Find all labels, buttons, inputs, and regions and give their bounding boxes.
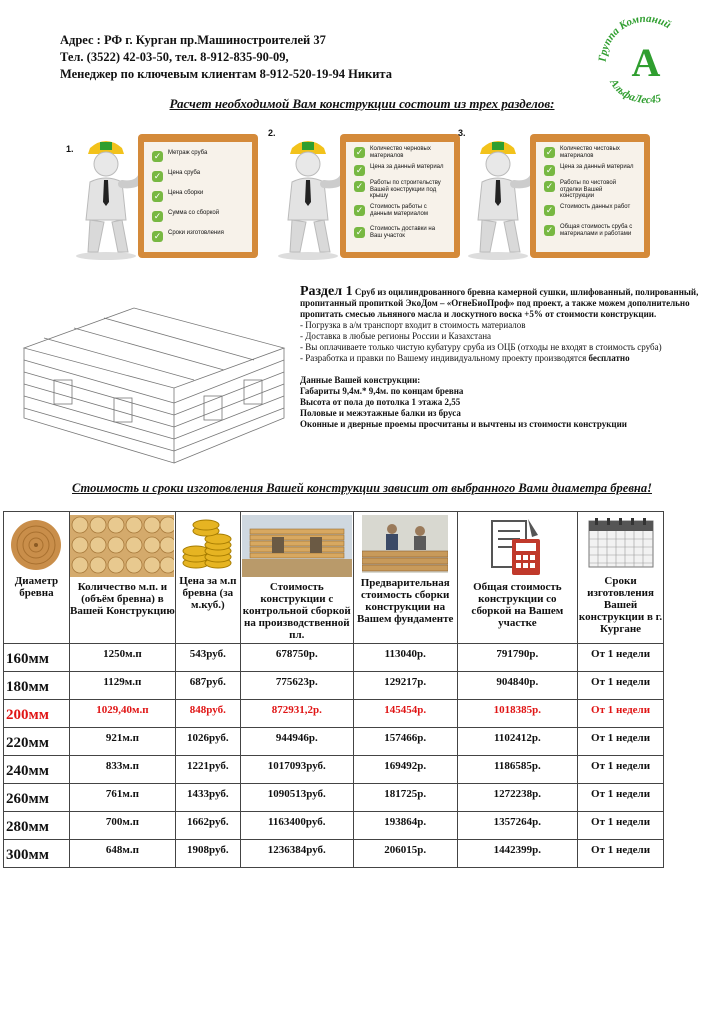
check-icon: ✓ — [355, 181, 364, 191]
cell-total: 1102412р. — [457, 728, 577, 756]
cell-cost-factory: 678750р. — [240, 644, 353, 672]
check-icon: ✓ — [153, 231, 162, 241]
check-icon: ✓ — [153, 171, 162, 181]
header-price: Цена за м.п бревна (за м.куб.) — [175, 512, 240, 644]
bullet-line: - Вы оплачиваете только чистую кубатуру сруба из ОЦБ (отходы не входят в стоимость сруба) — [300, 342, 662, 352]
header-lead-time: Сроки изготовления Вашей конструкции в г. Кургане — [578, 512, 664, 644]
company-contacts — [60, 32, 520, 83]
table-body — [4, 644, 664, 868]
checklist-item: ✓ Цена за данный материал — [355, 164, 444, 175]
check-icon: ✓ — [355, 165, 364, 175]
cell-assembly: 169492р. — [353, 756, 457, 784]
logo-top-text: Группа Компаний — [596, 14, 673, 63]
checklist-item: ✓ Стоимость работы с данным материалом — [355, 204, 428, 217]
logo-bottom-text: АльфаЛес45 — [607, 77, 663, 106]
clipboard-number: 1. — [66, 144, 74, 154]
header-total: Общая стоимость конструкции со сборкой на Вашем участке — [457, 512, 577, 644]
cell-assembly: 193864р. — [353, 812, 457, 840]
cell-quantity: 700м.п — [69, 812, 175, 840]
table-row — [4, 812, 664, 840]
cell-quantity: 648м.п — [69, 840, 175, 868]
coins-icon — [180, 515, 236, 571]
cell-assembly: 145454р. — [353, 700, 457, 728]
section-1-intro — [300, 286, 700, 320]
cell-quantity: 1250м.п — [69, 644, 175, 672]
cell-quantity: 833м.п — [69, 756, 175, 784]
section-1-intro-text: Сруб из оцилиндрованного бревна камерной сушки, шлифованный, полированный, пропитанный пропиткой ЭкоДом – «ОгнеБиоПроф» под проект, а также можем дополнительно пропитать смесью льняного масла и лоскутного воска +5% от стоимости конструкции. — [300, 287, 699, 319]
worker-figure-icon — [460, 136, 540, 260]
cell-cost-factory: 1163400руб. — [240, 812, 353, 840]
cell-total: 1186585р. — [457, 756, 577, 784]
clipboard-board — [138, 134, 258, 258]
data-line: Оконные и дверные проемы просчитаны и вычтены из стоимости конструкции — [300, 419, 627, 429]
company-logo — [592, 14, 700, 106]
cell-cost-factory: 1017093руб. — [240, 756, 353, 784]
cell-assembly: 181725р. — [353, 784, 457, 812]
cell-price: 1433руб. — [175, 784, 240, 812]
check-icon: ✓ — [355, 147, 364, 157]
cell-lead-time: От 1 недели — [578, 840, 664, 868]
calculator-document-icon — [488, 515, 546, 577]
logo-letter: А — [631, 40, 661, 85]
header-cost-factory: Стоимость конструкции с контрольной сборкой на производственной пл. — [240, 512, 353, 644]
bullet-line: - Разработка и правки по Вашему индивидуальному проекту производятся бесплатно — [300, 353, 630, 363]
checklist-item: ✓ Стоимость данных работ — [545, 204, 631, 215]
table-header-row — [4, 512, 664, 644]
table-row — [4, 672, 664, 700]
cell-quantity: 1129м.п — [69, 672, 175, 700]
table-row — [4, 756, 664, 784]
cell-price: 848руб. — [175, 700, 240, 728]
cell-quantity: 921м.п — [69, 728, 175, 756]
check-icon: ✓ — [355, 205, 364, 215]
cell-diameter: 240мм — [4, 756, 70, 784]
price-table-title: Стоимость и сроки изготовления Вашей конструкции зависит от выбранного Вами диаметра бревна! — [72, 481, 652, 495]
table-row — [4, 700, 664, 728]
cell-diameter: 280мм — [4, 812, 70, 840]
checklist-item: ✓ Общая стоимость сруба с материалами и работами — [545, 224, 633, 237]
cell-diameter: 180мм — [4, 672, 70, 700]
cell-lead-time: От 1 недели — [578, 756, 664, 784]
cell-lead-time: От 1 недели — [578, 700, 664, 728]
check-icon: ✓ — [545, 181, 554, 191]
data-line: Половые и межэтажные балки из бруса — [300, 408, 461, 418]
calendar-icon — [585, 515, 657, 571]
log-stack-icon — [70, 515, 174, 577]
cell-diameter: 300мм — [4, 840, 70, 868]
table-row — [4, 728, 664, 756]
cell-total: 1018385р. — [457, 700, 577, 728]
cell-total: 791790р. — [457, 644, 577, 672]
cell-lead-time: От 1 недели — [578, 728, 664, 756]
cell-cost-factory: 944946р. — [240, 728, 353, 756]
cell-assembly: 206015р. — [353, 840, 457, 868]
cell-diameter: 160мм — [4, 644, 70, 672]
cell-total: 1272238р. — [457, 784, 577, 812]
clipboard-number: 3. — [458, 128, 466, 138]
checklist-item: ✓ Стоимость доставки на Ваш участок — [355, 226, 436, 239]
phones-line: Тел. (3522) 42-03-50, тел. 8-912-835-90-09, — [60, 50, 289, 64]
log-house-drawing — [14, 288, 290, 468]
cell-price: 543руб. — [175, 644, 240, 672]
checklist-item: ✓ Цена сруба — [153, 170, 201, 181]
cell-lead-time: От 1 недели — [578, 784, 664, 812]
cell-assembly: 129217р. — [353, 672, 457, 700]
cell-price: 1662руб. — [175, 812, 240, 840]
address-line: Адрес : РФ г. Курган пр.Машиностроителей 37 — [60, 33, 326, 47]
cell-lead-time: От 1 недели — [578, 672, 664, 700]
cell-cost-factory: 775623р. — [240, 672, 353, 700]
bullet-line: - Доставка в любые регионы России и Казахстана — [300, 331, 492, 341]
log-end-icon — [9, 519, 63, 571]
check-icon: ✓ — [153, 211, 162, 221]
checklist-item: ✓ Количество чистовых материалов — [545, 146, 620, 159]
cell-lead-time: От 1 недели — [578, 644, 664, 672]
data-line: Высота от пола до потолка 1 этажа 2,55 — [300, 397, 461, 407]
worker-figure-icon — [270, 136, 350, 260]
check-icon: ✓ — [153, 151, 162, 161]
check-icon: ✓ — [153, 191, 162, 201]
check-icon: ✓ — [545, 225, 554, 235]
cell-price: 1221руб. — [175, 756, 240, 784]
checklist-item: ✓ Цена сборки — [153, 190, 204, 201]
clipboard-3 — [458, 128, 668, 260]
workers-photo-icon — [362, 515, 448, 573]
sections-title: Расчет необходимой Вам конструкции состоит из трех разделов: — [169, 96, 555, 111]
checklist-item: ✓ Работы по строительству Вашей конструкции под крышу — [355, 180, 441, 199]
cell-assembly: 157466р. — [353, 728, 457, 756]
cell-cost-factory: 1236384руб. — [240, 840, 353, 868]
bullet-line: - Погрузка в а/м транспорт входит в стоимость материалов — [300, 320, 526, 330]
section-1 — [300, 286, 700, 430]
header-assembly: Предварительная стоимость сборки конструкции на Вашем фундаменте — [353, 512, 457, 644]
manager-line: Менеджер по ключевым клиентам 8-912-520-19-94 Никита — [60, 67, 392, 81]
check-icon: ✓ — [355, 227, 364, 237]
cell-total: 1357264р. — [457, 812, 577, 840]
header-quantity: Количество м.п. и (объём бревна) в Вашей Конструкцию — [69, 512, 175, 644]
checklist-item: ✓ Сумма со сборкой — [153, 210, 220, 221]
data-line: Габариты 9,4м.* 9,4м. по концам бревна — [300, 386, 464, 396]
clipboard-paper — [346, 142, 454, 252]
checklist-item: ✓ Сроки изготовления — [153, 230, 224, 241]
checklist-item: ✓ Метраж сруба — [153, 150, 208, 161]
price-table — [3, 511, 664, 868]
clipboard-number: 2. — [268, 128, 276, 138]
checklist-item: ✓ Количество черновых материалов — [355, 146, 431, 159]
cell-cost-factory: 872931,2р. — [240, 700, 353, 728]
cell-quantity: 761м.п — [69, 784, 175, 812]
worker-figure-icon — [68, 136, 148, 260]
cell-total: 904840р. — [457, 672, 577, 700]
clipboard-paper — [144, 142, 252, 252]
cell-price: 687руб. — [175, 672, 240, 700]
check-icon: ✓ — [545, 147, 554, 157]
cell-cost-factory: 1090513руб. — [240, 784, 353, 812]
cell-price: 1908руб. — [175, 840, 240, 868]
table-row — [4, 784, 664, 812]
cell-quantity: 1029,40м.п — [69, 700, 175, 728]
check-icon: ✓ — [545, 165, 554, 175]
cell-diameter: 260мм — [4, 784, 70, 812]
cell-diameter: 220мм — [4, 728, 70, 756]
header-diameter: Диаметр бревна — [4, 512, 70, 644]
cell-lead-time: От 1 недели — [578, 812, 664, 840]
cell-total: 1442399р. — [457, 840, 577, 868]
data-title: Данные Вашей конструкции: — [300, 375, 421, 385]
checklist-item: ✓ Работы по чистовой отделки Вашей конструкции — [545, 180, 617, 199]
clipboard-2 — [268, 128, 478, 260]
clipboard-board — [340, 134, 460, 258]
section-1-heading: Раздел 1 — [300, 284, 353, 299]
log-frame-photo-icon — [242, 515, 352, 577]
cell-diameter: 200мм — [4, 700, 70, 728]
clipboard-board — [530, 134, 650, 258]
table-row — [4, 644, 664, 672]
cell-assembly: 113040р. — [353, 644, 457, 672]
clipboard-1 — [66, 128, 276, 260]
cell-price: 1026руб. — [175, 728, 240, 756]
clipboard-paper — [536, 142, 644, 252]
check-icon: ✓ — [545, 205, 554, 215]
checklist-item: ✓ Цена за данный материал — [545, 164, 634, 175]
table-row — [4, 840, 664, 868]
